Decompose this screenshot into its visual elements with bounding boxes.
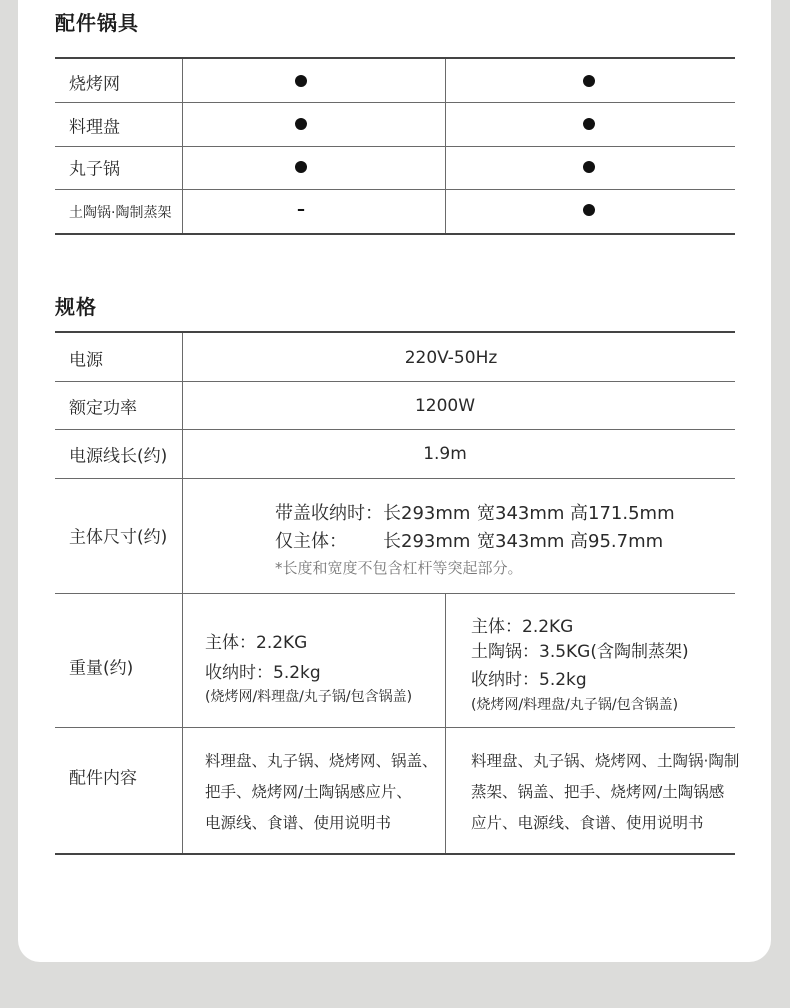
- rated-power-value: 1200W: [414, 396, 476, 416]
- dim-line1-length: 长293mm: [383, 503, 471, 524]
- not-included-dash: –: [297, 199, 305, 219]
- included-dot: [295, 161, 307, 173]
- contents-right-line: 蒸架、锅盖、把手、烧烤网/土陶锅感: [471, 783, 725, 801]
- table-bottom-rule: [55, 853, 735, 855]
- included-dot: [295, 75, 307, 87]
- contents-left-line: 电源线、食谱、使用说明书: [205, 814, 392, 832]
- dim-line2-length: 长293mm: [383, 531, 471, 552]
- row-label: 额定功率: [69, 398, 137, 419]
- column-divider: [445, 593, 446, 853]
- row-label: 土陶锅·陶制蒸架: [69, 205, 172, 221]
- row-divider: [55, 189, 735, 190]
- contents-right-line: 料理盘、丸子锅、烧烤网、土陶锅·陶制: [471, 752, 740, 770]
- dim-line1-height: 高171.5mm: [570, 503, 675, 524]
- included-dot: [583, 161, 595, 173]
- contents-left-line: 把手、烧烤网/土陶锅感应片、: [205, 783, 412, 801]
- row-label: 配件内容: [69, 768, 137, 789]
- row-divider: [55, 146, 735, 147]
- row-divider: [55, 429, 735, 430]
- included-dot: [583, 204, 595, 216]
- included-dot: [583, 118, 595, 130]
- weight-right-line: 土陶锅：3.5KG(含陶制蒸架): [471, 642, 689, 662]
- weight-right-line: 收纳时：5.2kg: [471, 670, 587, 690]
- weight-left-note: (烧烤网/料理盘/丸子锅/包含锅盖): [205, 689, 413, 705]
- row-label: 主体尺寸(约): [69, 527, 168, 548]
- table-top-rule: [55, 331, 735, 333]
- row-label: 重量(约): [69, 658, 134, 679]
- row-label: 电源: [69, 350, 103, 371]
- table-bottom-rule: [55, 233, 735, 235]
- dim-line2-width: 宽343mm: [477, 531, 565, 552]
- dim-line2-prefix: 仅主体：: [275, 531, 347, 552]
- row-divider: [55, 727, 735, 728]
- column-divider: [445, 59, 446, 233]
- power-source-value: 220V-50Hz: [404, 348, 498, 368]
- row-divider: [55, 593, 735, 594]
- dim-line1-prefix: 带盖收纳时：: [275, 503, 383, 524]
- cord-length-value: 1.9m: [423, 444, 467, 464]
- row-label: 料理盘: [69, 117, 120, 138]
- dimensions-note: *长度和宽度不包含杠杆等突起部分。: [275, 559, 523, 577]
- accessories-title: 配件锅具: [55, 11, 139, 35]
- row-divider: [55, 478, 735, 479]
- column-divider: [182, 333, 183, 853]
- row-divider: [55, 381, 735, 382]
- dim-line1-width: 宽343mm: [477, 503, 565, 524]
- table-top-rule: [55, 57, 735, 59]
- contents-right-line: 应片、电源线、食谱、使用说明书: [471, 814, 704, 832]
- included-dot: [295, 118, 307, 130]
- dim-line2-height: 高95.7mm: [570, 531, 664, 552]
- weight-right-line: 主体：2.2KG: [471, 617, 574, 637]
- weight-left-line: 主体：2.2KG: [205, 633, 308, 653]
- contents-left-line: 料理盘、丸子锅、烧烤网、锅盖、: [205, 752, 438, 770]
- weight-left-line: 收纳时：5.2kg: [205, 663, 321, 683]
- row-divider: [55, 102, 735, 103]
- specs-title: 规格: [55, 295, 97, 319]
- column-divider: [182, 59, 183, 233]
- weight-right-note: (烧烤网/料理盘/丸子锅/包含锅盖): [471, 697, 679, 713]
- row-label: 电源线长(约): [69, 446, 168, 467]
- included-dot: [583, 75, 595, 87]
- row-label: 烧烤网: [69, 74, 120, 95]
- row-label: 丸子锅: [69, 159, 120, 180]
